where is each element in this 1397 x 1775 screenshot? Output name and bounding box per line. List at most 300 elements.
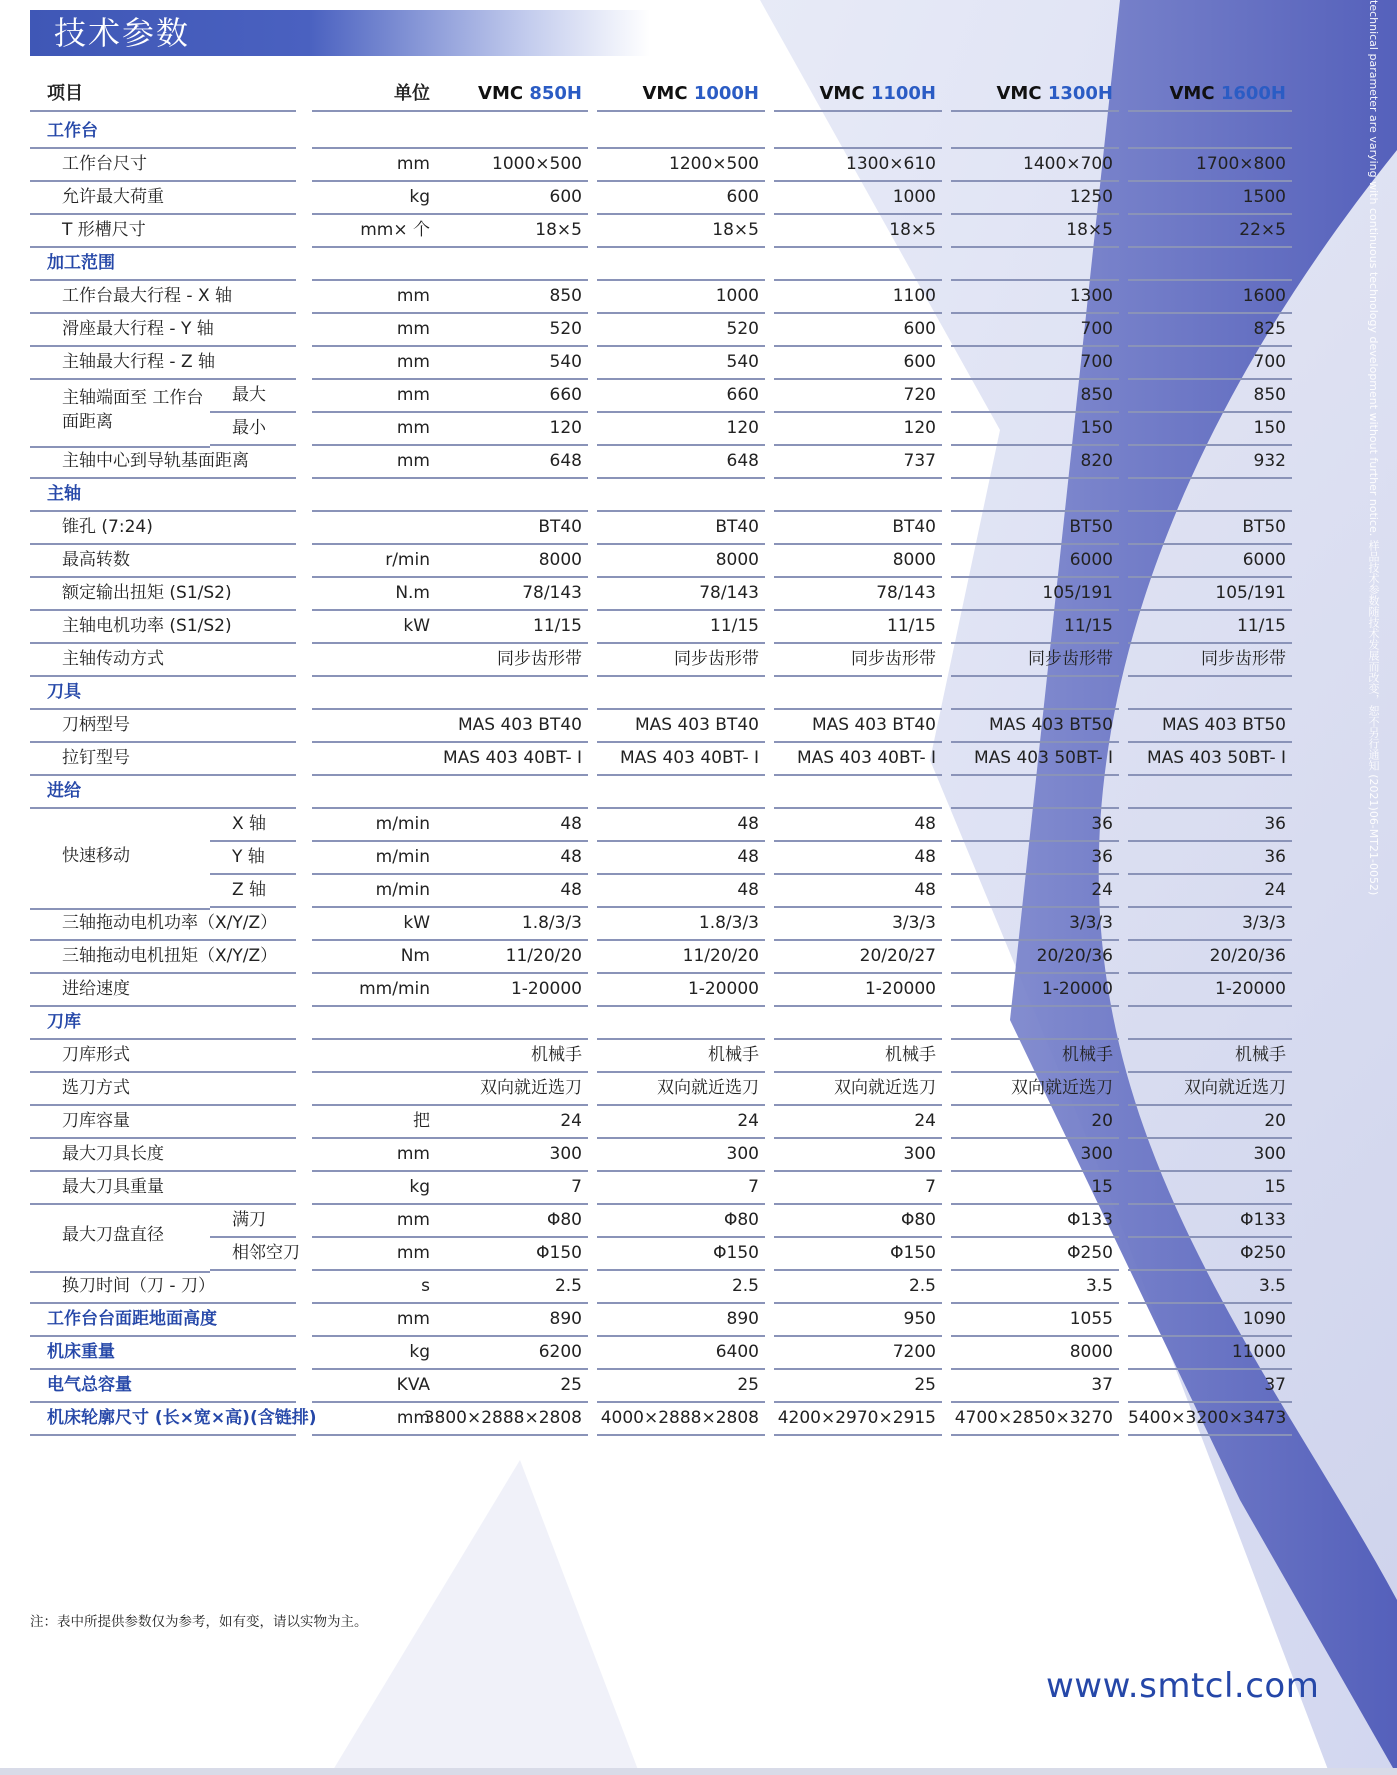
value-cell: 11/15: [597, 608, 765, 644]
value-cell: 1055: [951, 1301, 1119, 1337]
header-model-0: [420, 76, 588, 112]
value-cell: 11/20/20: [597, 938, 765, 974]
footnote: 注：表中所提供参数仅为参考，如有变，请以实物为主。: [30, 1614, 368, 1630]
value-cell: BT50: [1128, 509, 1292, 545]
unit-cell: [312, 707, 436, 743]
value-cell: [774, 113, 942, 149]
value-cell: 1600: [1128, 278, 1292, 314]
value-cell: 20: [1128, 1103, 1292, 1139]
value-cell: 7: [597, 1169, 765, 1205]
unit-cell: mm: [312, 278, 436, 314]
table-row: [30, 938, 1292, 975]
value-cell: Φ150: [597, 1235, 765, 1271]
value-cell: [951, 1004, 1119, 1040]
table-row: [30, 1301, 1292, 1338]
value-cell: 8000: [420, 542, 588, 578]
value-cell: 48: [774, 872, 942, 908]
row-label: 刀库容量: [30, 1103, 296, 1139]
value-cell: MAS 403 BT50: [1128, 707, 1292, 743]
value-cell: 105/191: [1128, 575, 1292, 611]
value-cell: 4200×2970×2915: [774, 1400, 942, 1436]
value-cell: 18×5: [420, 212, 588, 248]
value-cell: 78/143: [774, 575, 942, 611]
value-cell: 1300×610: [774, 146, 942, 182]
value-cell: [951, 113, 1119, 149]
value-cell: 1.8/3/3: [420, 905, 588, 941]
value-cell: 540: [420, 344, 588, 380]
group-label-g2: 快速移动: [62, 845, 130, 866]
table-row: [30, 113, 1292, 150]
value-cell: 648: [597, 443, 765, 479]
row-label: 刀库形式: [30, 1037, 296, 1073]
value-cell: MAS 403 40BT- Ⅰ: [774, 740, 942, 776]
model-prefix: VMC: [1169, 83, 1221, 104]
row-label: 最大刀具长度: [30, 1136, 296, 1172]
unit-cell: [312, 509, 436, 545]
table-row: [30, 311, 1292, 348]
row-label: 机床轮廓尺寸 (长×宽×高)(含链排): [30, 1400, 296, 1436]
table-row: [30, 608, 1292, 645]
value-cell: Φ133: [951, 1202, 1119, 1238]
value-cell: 48: [597, 872, 765, 908]
value-cell: 机械手: [597, 1037, 765, 1073]
table-header-row: [30, 76, 1292, 113]
value-cell: 24: [597, 1103, 765, 1139]
table-row: [30, 344, 1292, 381]
value-cell: Φ80: [420, 1202, 588, 1238]
value-cell: 48: [420, 872, 588, 908]
unit-cell: [312, 641, 436, 677]
value-cell: 700: [951, 311, 1119, 347]
value-cell: 120: [774, 410, 942, 446]
value-cell: 890: [597, 1301, 765, 1337]
value-cell: 850: [1128, 377, 1292, 413]
value-cell: [774, 773, 942, 809]
row-label: 三轴拖动电机功率（X/Y/Z）: [30, 905, 296, 941]
value-cell: 600: [420, 179, 588, 215]
table-row: [30, 641, 1292, 678]
value-cell: 7: [774, 1169, 942, 1205]
website-url[interactable]: www.smtcl.com: [1046, 1666, 1320, 1706]
value-cell: 520: [420, 311, 588, 347]
value-cell: 24: [1128, 872, 1292, 908]
header-item: 项目: [30, 76, 296, 112]
sublabel-text: 相邻空刀: [232, 1243, 300, 1263]
value-cell: 11000: [1128, 1334, 1292, 1370]
header-model-1: [597, 76, 765, 112]
table-row: [30, 1103, 1292, 1140]
row-label: 最高转数: [30, 542, 296, 578]
value-cell: 150: [951, 410, 1119, 446]
value-cell: 3/3/3: [951, 905, 1119, 941]
table-row: [30, 1202, 1292, 1239]
value-cell: [774, 245, 942, 281]
unit-cell: m/min: [312, 839, 436, 875]
unit-cell: mm: [312, 1202, 436, 1238]
value-cell: 300: [597, 1136, 765, 1172]
value-cell: [420, 674, 588, 710]
table-row: [30, 377, 1292, 414]
model-number: 1100H: [870, 83, 936, 104]
value-cell: [597, 674, 765, 710]
value-cell: 24: [951, 872, 1119, 908]
row-sublabel: [210, 839, 296, 875]
value-cell: 932: [1128, 443, 1292, 479]
value-cell: 150: [1128, 410, 1292, 446]
value-cell: [774, 674, 942, 710]
value-cell: 7200: [774, 1334, 942, 1370]
value-cell: MAS 403 BT40: [774, 707, 942, 743]
row-label: 滑座最大行程 - Y 轴: [30, 311, 296, 347]
value-cell: MAS 403 50BT- Ⅰ: [1128, 740, 1292, 776]
unit-cell: kW: [312, 608, 436, 644]
value-cell: 24: [420, 1103, 588, 1139]
value-cell: 20/20/36: [951, 938, 1119, 974]
value-cell: BT40: [774, 509, 942, 545]
value-cell: 机械手: [951, 1037, 1119, 1073]
table-row: [30, 1037, 1292, 1074]
table-row: [30, 1334, 1292, 1371]
header-model-4: [1128, 76, 1292, 112]
section-heading: 进给: [30, 773, 296, 809]
value-cell: 648: [420, 443, 588, 479]
value-cell: 6000: [951, 542, 1119, 578]
value-cell: 1100: [774, 278, 942, 314]
row-label: 最大刀具重量: [30, 1169, 296, 1205]
row-label: 主轴电机功率 (S1/S2): [30, 608, 296, 644]
value-cell: 双向就近选刀: [420, 1070, 588, 1106]
row-label: 拉钉型号: [30, 740, 296, 776]
value-cell: 300: [1128, 1136, 1292, 1172]
value-cell: [420, 113, 588, 149]
value-cell: 48: [420, 806, 588, 842]
value-cell: 11/15: [951, 608, 1119, 644]
row-label: 进给速度: [30, 971, 296, 1007]
value-cell: 120: [420, 410, 588, 446]
value-cell: Φ80: [774, 1202, 942, 1238]
header-model-2: [774, 76, 942, 112]
value-cell: 78/143: [420, 575, 588, 611]
value-cell: 2.5: [597, 1268, 765, 1304]
value-cell: 22×5: [1128, 212, 1292, 248]
value-cell: 48: [774, 839, 942, 875]
value-cell: 1000: [774, 179, 942, 215]
unit-cell: [312, 476, 436, 512]
table-row: [30, 1400, 1292, 1437]
header-model-3: [951, 76, 1119, 112]
table-row: [30, 905, 1292, 942]
table-row: [30, 740, 1292, 777]
table-row: [30, 212, 1292, 249]
table-row: [30, 707, 1292, 744]
unit-cell: mm: [312, 1235, 436, 1271]
value-cell: 1200×500: [597, 146, 765, 182]
unit-cell: kg: [312, 179, 436, 215]
value-cell: 15: [951, 1169, 1119, 1205]
model-prefix: VMC: [819, 83, 871, 104]
value-cell: BT40: [597, 509, 765, 545]
model-prefix: VMC: [642, 83, 694, 104]
value-cell: 5400×3200×3473: [1128, 1400, 1292, 1436]
row-sublabel: [210, 1235, 300, 1271]
value-cell: 6400: [597, 1334, 765, 1370]
value-cell: 700: [1128, 344, 1292, 380]
value-cell: 48: [774, 806, 942, 842]
model-prefix: VMC: [478, 83, 530, 104]
table-row: [30, 1235, 1292, 1272]
row-label: 允许最大荷重: [30, 179, 296, 215]
value-cell: 双向就近选刀: [597, 1070, 765, 1106]
table-row: [30, 971, 1292, 1008]
value-cell: Φ150: [420, 1235, 588, 1271]
value-cell: 同步齿形带: [420, 641, 588, 677]
table-row: [30, 278, 1292, 315]
value-cell: [420, 476, 588, 512]
unit-cell: m/min: [312, 872, 436, 908]
table-row: [30, 872, 1292, 909]
value-cell: BT50: [951, 509, 1119, 545]
value-cell: 300: [420, 1136, 588, 1172]
row-sublabel: [210, 410, 296, 446]
table-row: [30, 542, 1292, 579]
unit-cell: s: [312, 1268, 436, 1304]
value-cell: 3/3/3: [1128, 905, 1292, 941]
value-cell: Φ80: [597, 1202, 765, 1238]
section-title-bar: [30, 10, 650, 56]
unit-cell: [312, 245, 436, 281]
unit-cell: [312, 740, 436, 776]
unit-cell: [312, 1070, 436, 1106]
value-cell: 1300: [951, 278, 1119, 314]
value-cell: 8000: [597, 542, 765, 578]
value-cell: 机械手: [774, 1037, 942, 1073]
unit-cell: mm: [312, 443, 436, 479]
value-cell: 1.8/3/3: [597, 905, 765, 941]
row-label: T 形槽尺寸: [30, 212, 296, 248]
value-cell: 15: [1128, 1169, 1292, 1205]
table-row: [30, 476, 1292, 513]
row-label: 主轴最大行程 - Z 轴: [30, 344, 296, 380]
value-cell: 950: [774, 1301, 942, 1337]
value-cell: 737: [774, 443, 942, 479]
value-cell: 双向就近选刀: [951, 1070, 1119, 1106]
value-cell: 850: [420, 278, 588, 314]
value-cell: 1000: [597, 278, 765, 314]
value-cell: 11/15: [420, 608, 588, 644]
value-cell: 600: [774, 311, 942, 347]
value-cell: 6000: [1128, 542, 1292, 578]
value-cell: 36: [1128, 806, 1292, 842]
value-cell: 660: [597, 377, 765, 413]
table-row: [30, 674, 1292, 711]
unit-cell: kW: [312, 905, 436, 941]
row-label: 工作台最大行程 - X 轴: [30, 278, 296, 314]
value-cell: [951, 773, 1119, 809]
value-cell: [951, 476, 1119, 512]
table-row: [30, 1136, 1292, 1173]
section-heading: 刀库: [30, 1004, 296, 1040]
unit-cell: mm: [312, 1136, 436, 1172]
value-cell: 2.5: [420, 1268, 588, 1304]
value-cell: MAS 403 50BT- Ⅰ: [951, 740, 1119, 776]
table-row: [30, 575, 1292, 612]
sublabel-text: 满刀: [232, 1210, 266, 1230]
table-row: [30, 1004, 1292, 1041]
value-cell: 36: [1128, 839, 1292, 875]
table-row: [30, 1070, 1292, 1107]
value-cell: 3.5: [1128, 1268, 1292, 1304]
unit-cell: [312, 773, 436, 809]
model-prefix: VMC: [996, 83, 1048, 104]
value-cell: 25: [774, 1367, 942, 1403]
unit-cell: mm: [312, 146, 436, 182]
unit-cell: mm/min: [312, 971, 436, 1007]
value-cell: [1128, 773, 1292, 809]
value-cell: 1-20000: [420, 971, 588, 1007]
sublabel-text: 最大: [232, 385, 266, 405]
value-cell: 1400×700: [951, 146, 1119, 182]
row-label: 刀柄型号: [30, 707, 296, 743]
value-cell: 同步齿形带: [774, 641, 942, 677]
group-label-g1: 主轴端面至 工作台面距离: [62, 388, 204, 432]
row-label: 电气总容量: [30, 1367, 296, 1403]
value-cell: 11/15: [1128, 608, 1292, 644]
value-cell: MAS 403 BT50: [951, 707, 1119, 743]
value-cell: 7: [420, 1169, 588, 1205]
section-heading: 工作台: [30, 113, 296, 149]
sublabel-text: Z 轴: [232, 880, 267, 900]
value-cell: 1700×800: [1128, 146, 1292, 182]
value-cell: 18×5: [597, 212, 765, 248]
value-cell: 1-20000: [774, 971, 942, 1007]
value-cell: 300: [951, 1136, 1119, 1172]
table-row: [30, 773, 1292, 810]
row-label: 换刀时间（刀 - 刀）: [30, 1268, 296, 1304]
row-label: 额定输出扭矩 (S1/S2): [30, 575, 296, 611]
value-cell: 540: [597, 344, 765, 380]
value-cell: 同步齿形带: [1128, 641, 1292, 677]
value-cell: 1250: [951, 179, 1119, 215]
row-label: 锥孔 (7:24): [30, 509, 296, 545]
table-row: [30, 245, 1292, 282]
value-cell: 2.5: [774, 1268, 942, 1304]
row-sublabel: [210, 806, 296, 842]
value-cell: 3/3/3: [774, 905, 942, 941]
section-heading: 主轴: [30, 476, 296, 512]
unit-cell: N.m: [312, 575, 436, 611]
section-heading: 加工范围: [30, 245, 296, 281]
row-sublabel: [210, 872, 296, 908]
value-cell: 4000×2888×2808: [597, 1400, 765, 1436]
value-cell: 36: [951, 839, 1119, 875]
value-cell: 机械手: [1128, 1037, 1292, 1073]
value-cell: 4700×2850×3270: [951, 1400, 1119, 1436]
table-row: [30, 1367, 1292, 1404]
value-cell: 24: [774, 1103, 942, 1139]
row-label: 主轴传动方式: [30, 641, 296, 677]
value-cell: MAS 403 BT40: [597, 707, 765, 743]
section-title: 技术参数: [54, 14, 191, 52]
table-row: [30, 839, 1292, 876]
table-row: [30, 410, 1292, 447]
value-cell: 18×5: [774, 212, 942, 248]
value-cell: 48: [597, 806, 765, 842]
value-cell: 20/20/36: [1128, 938, 1292, 974]
value-cell: 双向就近选刀: [774, 1070, 942, 1106]
value-cell: 48: [420, 839, 588, 875]
model-number: 1300H: [1047, 83, 1113, 104]
value-cell: 600: [774, 344, 942, 380]
unit-cell: [312, 113, 436, 149]
value-cell: 120: [597, 410, 765, 446]
value-cell: 同步齿形带: [951, 641, 1119, 677]
value-cell: MAS 403 40BT- Ⅰ: [597, 740, 765, 776]
unit-cell: mm× 个: [312, 212, 436, 248]
table-row: [30, 806, 1292, 843]
side-disclaimer-text: technical parameter are varying with continuous technology development without further notice. 样品技术参数随技术发展而改变，恕不另行通知 (2021)06-MT21-0052): [1367, 0, 1380, 896]
group-label-g3: 最大刀盘直径: [62, 1225, 164, 1245]
unit-cell: mm: [312, 311, 436, 347]
value-cell: 1-20000: [951, 971, 1119, 1007]
value-cell: 700: [951, 344, 1119, 380]
value-cell: [597, 476, 765, 512]
unit-cell: 把: [312, 1103, 436, 1139]
table-row: [30, 146, 1292, 183]
section-heading: 刀具: [30, 674, 296, 710]
value-cell: 机械手: [420, 1037, 588, 1073]
value-cell: 850: [951, 377, 1119, 413]
unit-cell: mm: [312, 1301, 436, 1337]
value-cell: [951, 674, 1119, 710]
value-cell: [597, 1004, 765, 1040]
row-label: 工作台尺寸: [30, 146, 296, 182]
value-cell: Φ133: [1128, 1202, 1292, 1238]
value-cell: 6200: [420, 1334, 588, 1370]
row-label: 主轴中心到导轨基面距离: [30, 443, 296, 479]
value-cell: [1128, 674, 1292, 710]
model-number: 1000H: [693, 83, 759, 104]
value-cell: Φ150: [774, 1235, 942, 1271]
value-cell: 8000: [951, 1334, 1119, 1370]
unit-cell: [312, 1037, 436, 1073]
value-cell: 8000: [774, 542, 942, 578]
value-cell: [420, 773, 588, 809]
value-cell: 660: [420, 377, 588, 413]
value-cell: 3.5: [951, 1268, 1119, 1304]
value-cell: 37: [1128, 1367, 1292, 1403]
unit-cell: Nm: [312, 938, 436, 974]
value-cell: 520: [597, 311, 765, 347]
row-label: 三轴拖动电机扭矩（X/Y/Z）: [30, 938, 296, 974]
row-label: 工作台台面距地面高度: [30, 1301, 296, 1337]
value-cell: [420, 245, 588, 281]
unit-cell: kg: [312, 1334, 436, 1370]
sublabel-text: Y 轴: [232, 847, 265, 867]
sublabel-text: X 轴: [232, 814, 267, 834]
unit-cell: mm: [312, 344, 436, 380]
value-cell: [1128, 245, 1292, 281]
row-label: 选刀方式: [30, 1070, 296, 1106]
value-cell: [1128, 1004, 1292, 1040]
value-cell: 105/191: [951, 575, 1119, 611]
value-cell: 11/20/20: [420, 938, 588, 974]
value-cell: 11/15: [774, 608, 942, 644]
value-cell: [774, 476, 942, 512]
value-cell: Φ250: [951, 1235, 1119, 1271]
value-cell: MAS 403 BT40: [420, 707, 588, 743]
value-cell: [420, 1004, 588, 1040]
value-cell: 3800×2888×2808: [420, 1400, 588, 1436]
